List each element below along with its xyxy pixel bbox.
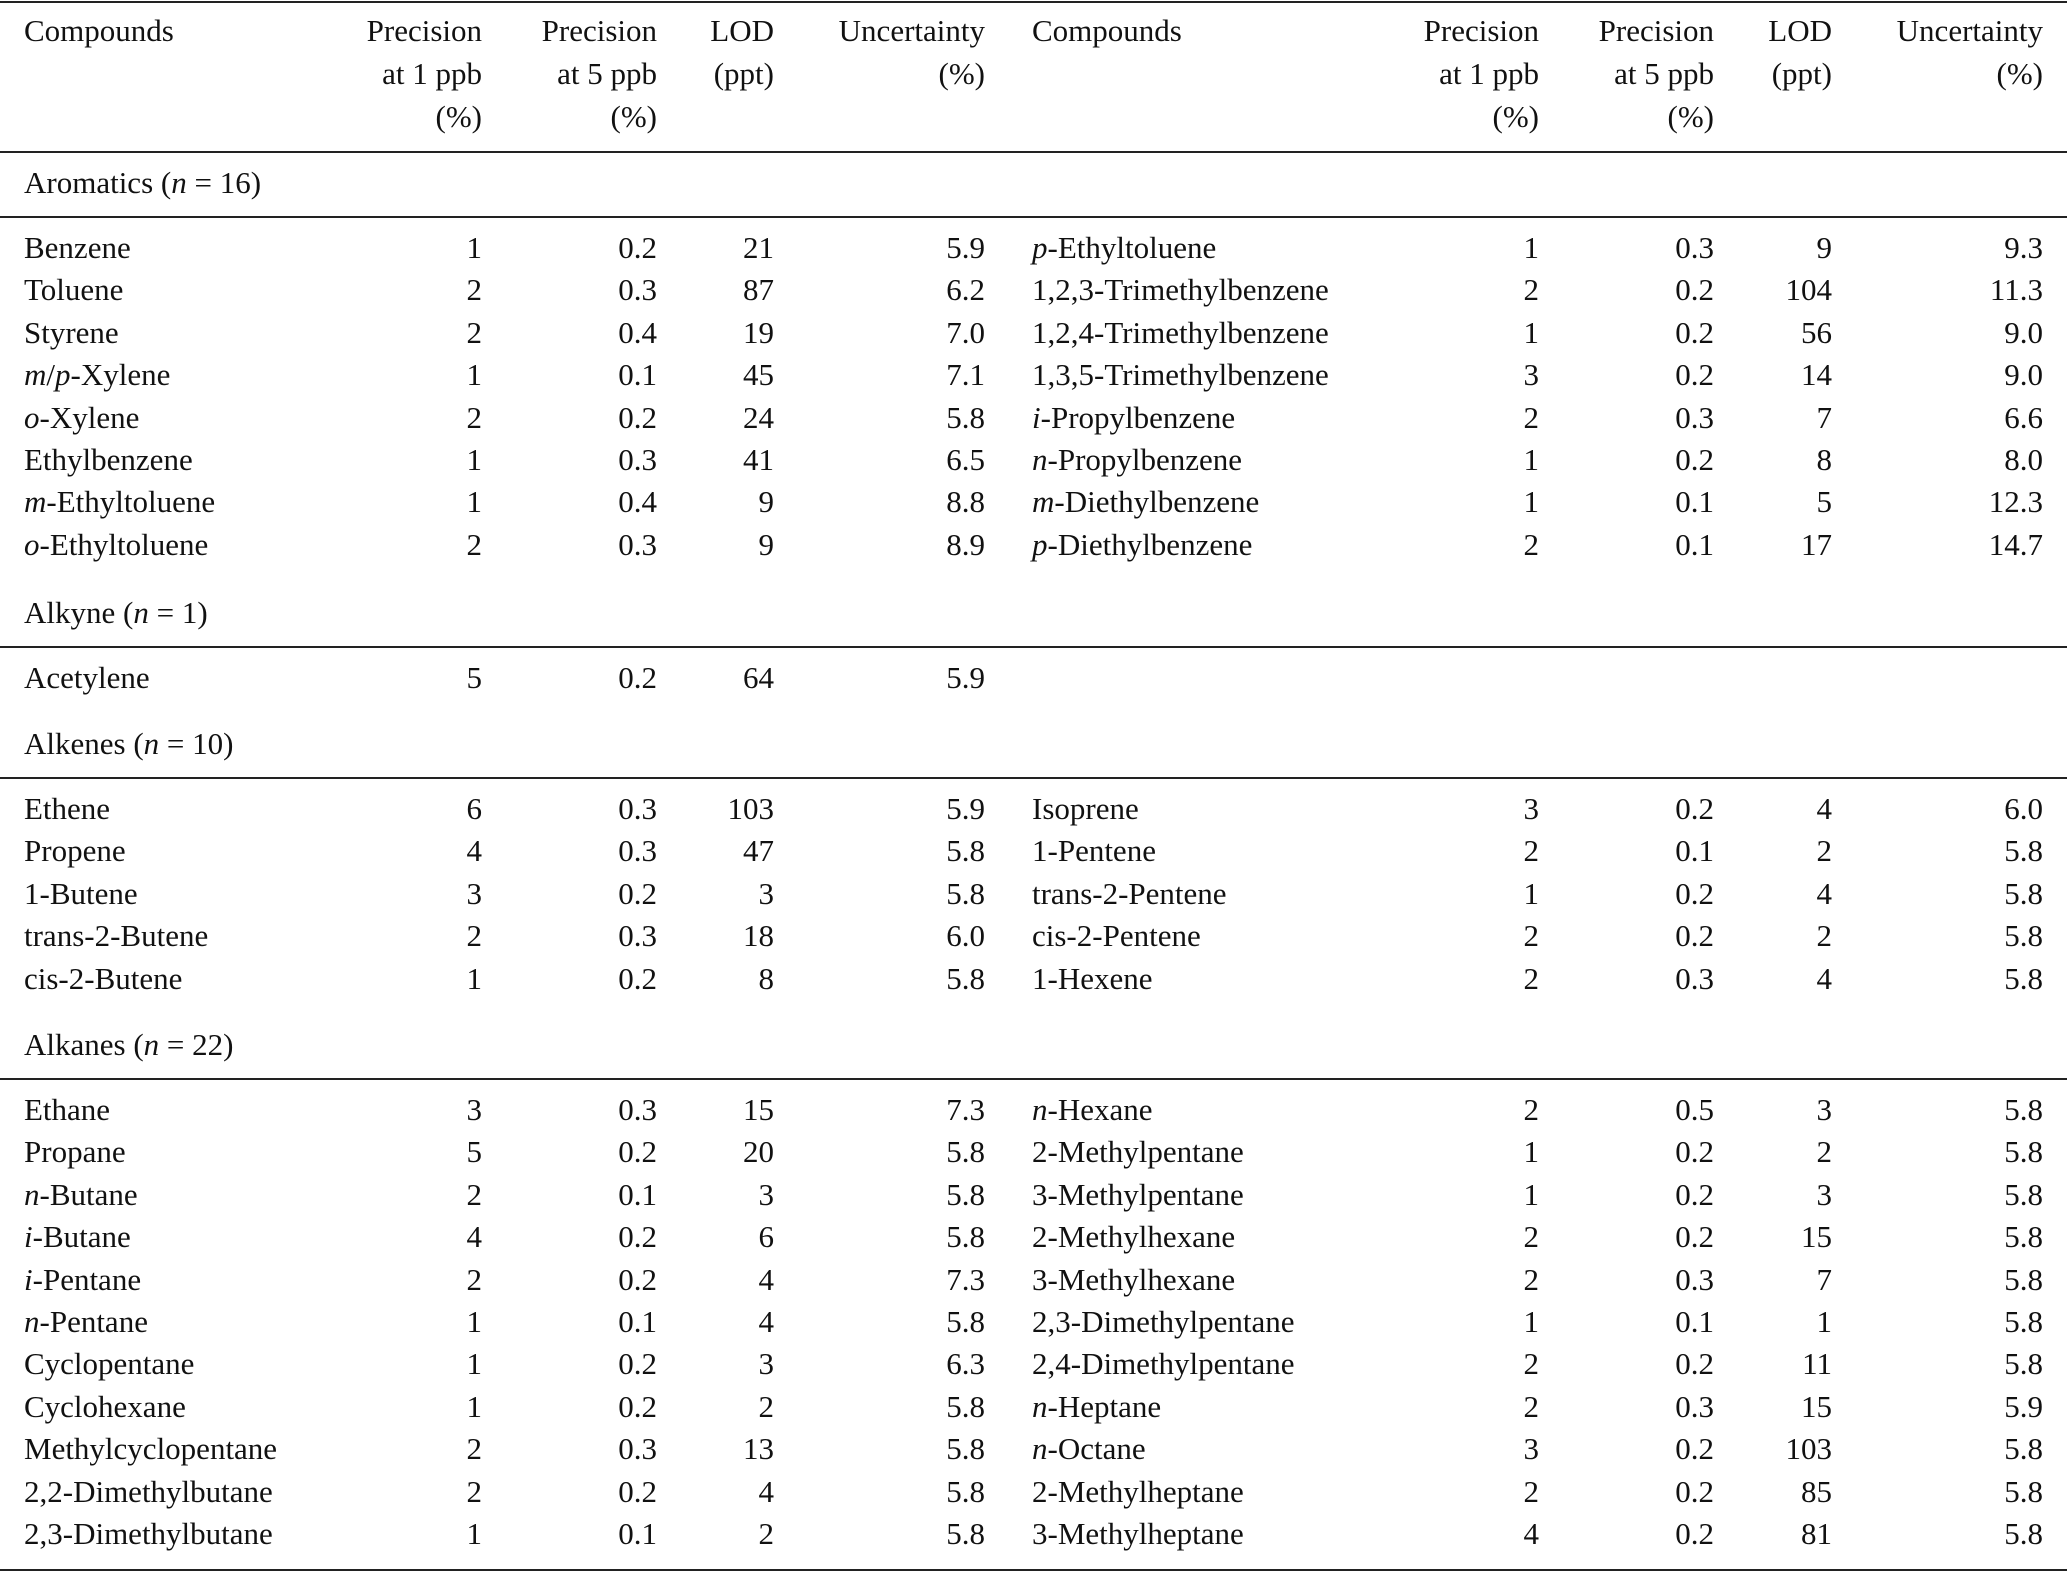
- table-value: 2: [1523, 526, 1539, 562]
- compound-name: Ethene: [24, 791, 111, 826]
- table-value: 56: [1801, 314, 1832, 350]
- compound-name: Methylcyclopentane: [24, 1431, 278, 1467]
- compound-name: i-Butane: [24, 1219, 131, 1255]
- table-value: 0.3: [618, 791, 657, 826]
- table-value: 2: [1523, 399, 1539, 435]
- rule-line: [0, 1569, 2067, 1571]
- table-value: 0.3: [1675, 399, 1714, 435]
- table-value: 2: [758, 1388, 774, 1424]
- table-value: 1: [466, 357, 482, 393]
- compound-name: 3-Methylheptane: [1032, 1516, 1244, 1551]
- column-header: at 5 ppb: [1614, 56, 1714, 91]
- column-header: (%): [610, 99, 657, 134]
- table-value: 6.0: [2004, 791, 2043, 826]
- compound-name: 1,2,3-Trimethylbenzene: [1032, 272, 1329, 308]
- compound-name: m-Diethylbenzene: [1032, 484, 1260, 520]
- table-value: 21: [743, 230, 774, 265]
- table-value: 5.8: [2004, 960, 2043, 996]
- compound-name: Styrene: [24, 314, 119, 350]
- compound-name: cis-2-Butene: [24, 960, 183, 996]
- compound-name: Propene: [24, 833, 126, 869]
- table-value: 1: [466, 442, 482, 477]
- table-value: 1: [466, 1516, 482, 1551]
- table-value: 5.8: [946, 1473, 985, 1509]
- table-value: 5.8: [2004, 1176, 2043, 1212]
- table-value: 0.2: [1675, 272, 1714, 308]
- rule-line: [0, 646, 2067, 648]
- table-value: 2: [1523, 1346, 1539, 1382]
- table-value: 1: [1523, 314, 1539, 350]
- column-header: Uncertainty: [1896, 13, 2043, 48]
- table-value: 1: [466, 1346, 482, 1382]
- table-value: 0.2: [618, 1346, 657, 1382]
- rule-line: [0, 1078, 2067, 1080]
- table-value: 7.1: [946, 357, 985, 393]
- table-value: 7.3: [946, 1261, 985, 1297]
- table-value: 1: [1816, 1304, 1832, 1339]
- section-title: Alkanes (n = 22): [24, 1027, 234, 1062]
- table-value: 4: [758, 1261, 774, 1297]
- table-value: 3: [466, 1092, 482, 1127]
- compound-name: 1-Hexene: [1032, 960, 1153, 996]
- table-value: 5.8: [2004, 1304, 2043, 1339]
- compound-name: Isoprene: [1032, 791, 1139, 826]
- table-value: 47: [743, 833, 774, 869]
- table-value: 2: [1523, 918, 1539, 954]
- column-header: Uncertainty: [838, 13, 985, 48]
- rule-line: [0, 216, 2067, 218]
- table-value: 5.8: [946, 1516, 985, 1551]
- table-value: 0.4: [618, 484, 657, 520]
- table-value: 0.2: [1675, 1219, 1714, 1255]
- table-value: 64: [743, 660, 774, 695]
- table-value: 0.1: [1675, 1304, 1714, 1339]
- compound-name: n-Heptane: [1032, 1388, 1162, 1424]
- compound-name: p-Diethylbenzene: [1032, 526, 1253, 562]
- column-header: LOD: [710, 13, 774, 48]
- column-header: (%): [1667, 99, 1714, 134]
- table-value: 17: [1801, 526, 1832, 562]
- table-value: 7: [1816, 399, 1832, 435]
- table-value: 5.8: [946, 833, 985, 869]
- table-value: 2: [1816, 1134, 1832, 1170]
- table-value: 2: [1816, 918, 1832, 954]
- compound-name: Ethylbenzene: [24, 442, 193, 477]
- table-value: 2: [1523, 272, 1539, 308]
- compound-name: 1-Butene: [24, 875, 138, 911]
- table-value: 8.8: [946, 484, 985, 520]
- compound-name: 2-Methylheptane: [1032, 1473, 1244, 1509]
- table-value: 0.2: [1675, 1176, 1714, 1212]
- table-value: 3: [758, 1346, 774, 1382]
- table-value: 9: [758, 526, 774, 562]
- compound-name: 2,4-Dimethylpentane: [1032, 1346, 1295, 1382]
- table-value: 5: [1816, 484, 1832, 520]
- table-value: 0.5: [1675, 1092, 1714, 1127]
- compound-name: i-Pentane: [24, 1261, 142, 1297]
- table-value: 0.2: [618, 1473, 657, 1509]
- table-value: 15: [1801, 1219, 1832, 1255]
- compound-name: 2-Methylhexane: [1032, 1219, 1236, 1255]
- table-value: 5.8: [946, 399, 985, 435]
- table-value: 2: [466, 918, 482, 954]
- table-value: 0.2: [618, 875, 657, 911]
- rule-line: [0, 151, 2067, 153]
- compound-name: 1,2,4-Trimethylbenzene: [1032, 314, 1329, 350]
- table-value: 81: [1801, 1516, 1832, 1551]
- table-value: 18: [743, 918, 774, 954]
- table-value: 1: [466, 1304, 482, 1339]
- table-value: 0.2: [1675, 1516, 1714, 1551]
- table-value: 9.0: [2004, 314, 2043, 350]
- table-value: 0.1: [618, 357, 657, 393]
- table-value: 9.3: [2004, 230, 2043, 265]
- table-value: 7.0: [946, 314, 985, 350]
- table-value: 6.6: [2004, 399, 2043, 435]
- table-value: 103: [1785, 1431, 1832, 1467]
- table-value: 0.2: [1675, 442, 1714, 477]
- table-value: 5.8: [2004, 1092, 2043, 1127]
- table-value: 0.2: [1675, 314, 1714, 350]
- table-value: 5: [466, 660, 482, 695]
- table-value: 15: [743, 1092, 774, 1127]
- compound-name: 3-Methylhexane: [1032, 1261, 1236, 1297]
- table-value: 2: [466, 1431, 482, 1467]
- compound-name: 2-Methylpentane: [1032, 1134, 1244, 1170]
- column-header: (%): [1492, 99, 1539, 134]
- table-value: 9: [758, 484, 774, 520]
- table-value: 3: [758, 875, 774, 911]
- table-value: 5.8: [946, 875, 985, 911]
- table-value: 4: [466, 833, 482, 869]
- table-value: 5.8: [946, 1219, 985, 1255]
- compound-name: o-Ethyltoluene: [24, 526, 209, 562]
- table-value: 0.3: [618, 442, 657, 477]
- table-value: 85: [1801, 1473, 1832, 1509]
- table-value: 3: [1523, 1431, 1539, 1467]
- column-header: Precision: [1598, 13, 1714, 48]
- table-value: 5.8: [2004, 918, 2043, 954]
- table-value: 5.8: [946, 1431, 985, 1467]
- table-value: 2: [758, 1516, 774, 1551]
- table-value: 1: [1523, 1176, 1539, 1212]
- table-value: 1: [466, 960, 482, 996]
- table-value: 2: [466, 314, 482, 350]
- section-title: Alkenes (n = 10): [24, 726, 234, 761]
- table-value: 2: [1523, 1388, 1539, 1424]
- table-value: 0.1: [1675, 833, 1714, 869]
- compound-name: Toluene: [24, 272, 124, 308]
- table-value: 104: [1785, 272, 1832, 308]
- table-value: 6.5: [946, 442, 985, 477]
- compound-name: Benzene: [24, 230, 131, 265]
- table-value: 2: [1523, 1219, 1539, 1255]
- compound-name: 1,3,5-Trimethylbenzene: [1032, 357, 1329, 393]
- table-value: 3: [1523, 357, 1539, 393]
- column-header: Compounds: [24, 13, 174, 48]
- table-value: 14: [1801, 357, 1832, 393]
- table-value: 9.0: [2004, 357, 2043, 393]
- table-value: 4: [1816, 960, 1832, 996]
- table-value: 0.3: [1675, 960, 1714, 996]
- compound-name: n-Hexane: [1032, 1092, 1153, 1127]
- column-header: (ppt): [713, 56, 774, 91]
- table-value: 0.3: [1675, 230, 1714, 265]
- table-value: 0.2: [1675, 918, 1714, 954]
- compound-name: 2,3-Dimethylbutane: [24, 1516, 273, 1551]
- table-value: 0.2: [1675, 875, 1714, 911]
- compound-name: 2,3-Dimethylpentane: [1032, 1304, 1295, 1339]
- table-value: 1: [466, 230, 482, 265]
- table-value: 5.8: [2004, 1219, 2043, 1255]
- table-value: 0.2: [1675, 357, 1714, 393]
- compound-name: 3-Methylpentane: [1032, 1176, 1244, 1212]
- table-value: 20: [743, 1134, 774, 1170]
- table-value: 5: [466, 1134, 482, 1170]
- table-value: 8.9: [946, 526, 985, 562]
- table-value: 0.3: [618, 918, 657, 954]
- table-value: 0.1: [618, 1304, 657, 1339]
- table-value: 0.2: [618, 960, 657, 996]
- table-value: 6.2: [946, 272, 985, 308]
- table-value: 4: [1816, 791, 1832, 826]
- compound-name: trans-2-Butene: [24, 918, 209, 954]
- table-value: 1: [1523, 1304, 1539, 1339]
- compound-name: p-Ethyltoluene: [1032, 230, 1217, 265]
- table-value: 0.2: [618, 1388, 657, 1424]
- table-value: 11.3: [1989, 272, 2043, 308]
- compound-name: i-Propylbenzene: [1032, 399, 1236, 435]
- compound-name: m/p-Xylene: [24, 357, 171, 393]
- table-value: 0.4: [618, 314, 657, 350]
- table-value: 0.2: [1675, 1134, 1714, 1170]
- table-value: 0.2: [618, 230, 657, 265]
- table-value: 5.9: [2004, 1388, 2043, 1424]
- table-value: 1: [466, 484, 482, 520]
- table-value: 0.2: [1675, 1431, 1714, 1467]
- table-value: 103: [727, 791, 774, 826]
- table-value: 8: [1816, 442, 1832, 477]
- compound-name: trans-2-Pentene: [1032, 875, 1227, 911]
- rule-line: [0, 777, 2067, 779]
- table-value: 7.3: [946, 1092, 985, 1127]
- table-value: 1: [1523, 875, 1539, 911]
- table-value: 3: [758, 1176, 774, 1212]
- table-value: 1: [1523, 230, 1539, 265]
- table-value: 4: [1816, 875, 1832, 911]
- compound-name: Cyclopentane: [24, 1346, 195, 1382]
- table-value: 0.3: [1675, 1261, 1714, 1297]
- table-value: 4: [466, 1219, 482, 1255]
- section-title: Alkyne (n = 1): [24, 595, 208, 630]
- table-value: 0.3: [618, 833, 657, 869]
- table-value: 2: [1523, 1473, 1539, 1509]
- table-value: 1: [466, 1388, 482, 1424]
- table-value: 2: [1523, 960, 1539, 996]
- table-value: 2: [466, 526, 482, 562]
- table-value: 0.1: [1675, 484, 1714, 520]
- table-value: 2: [466, 272, 482, 308]
- table-value: 19: [743, 314, 774, 350]
- table-value: 5.8: [946, 1304, 985, 1339]
- table-value: 87: [743, 272, 774, 308]
- table-value: 24: [743, 399, 774, 435]
- table-value: 5.9: [946, 230, 985, 265]
- table-value: 5.8: [2004, 1134, 2043, 1170]
- table-value: 2: [466, 399, 482, 435]
- table-value: 12.3: [1988, 484, 2043, 520]
- compound-name: Ethane: [24, 1092, 111, 1127]
- table-value: 0.2: [1675, 791, 1714, 826]
- table-value: 1: [1523, 442, 1539, 477]
- column-header: Precision: [1423, 13, 1539, 48]
- column-header: LOD: [1768, 13, 1832, 48]
- table-value: 5.8: [2004, 1516, 2043, 1551]
- table-value: 3: [1816, 1176, 1832, 1212]
- compound-name: o-Xylene: [24, 399, 140, 435]
- table-value: 5.8: [946, 1134, 985, 1170]
- table-value: 4: [758, 1304, 774, 1339]
- table-value: 9: [1816, 230, 1832, 265]
- table-value: 5.8: [2004, 833, 2043, 869]
- table-value: 5.8: [946, 960, 985, 996]
- table-value: 6: [466, 791, 482, 826]
- compound-name: n-Pentane: [24, 1304, 148, 1339]
- compound-name: 2,2-Dimethylbutane: [24, 1473, 273, 1509]
- table-value: 0.2: [618, 1219, 657, 1255]
- table-value: 1: [1523, 1134, 1539, 1170]
- table-value: 2: [1523, 833, 1539, 869]
- table-value: 0.2: [1675, 1473, 1714, 1509]
- column-header: (%): [1996, 56, 2043, 91]
- table-value: 5.9: [946, 791, 985, 826]
- compound-name: Propane: [24, 1134, 126, 1170]
- table-value: 0.3: [618, 272, 657, 308]
- column-header: Precision: [541, 13, 657, 48]
- compound-name: Cyclohexane: [24, 1388, 186, 1424]
- table-value: 2: [466, 1176, 482, 1212]
- table-value: 8: [758, 960, 774, 996]
- compound-name: 1-Pentene: [1032, 833, 1156, 869]
- table-value: 0.1: [618, 1176, 657, 1212]
- table-value: 6.3: [946, 1346, 985, 1382]
- column-header: Compounds: [1032, 13, 1182, 48]
- table-value: 5.8: [2004, 1346, 2043, 1382]
- table-value: 1: [1523, 484, 1539, 520]
- column-header: Precision: [366, 13, 482, 48]
- table-value: 0.2: [618, 1134, 657, 1170]
- rule-line: [0, 1, 2067, 3]
- compound-name: n-Butane: [24, 1176, 138, 1212]
- table-value: 0.3: [618, 526, 657, 562]
- table-value: 0.1: [1675, 526, 1714, 562]
- compound-name: n-Octane: [1032, 1431, 1146, 1467]
- table-value: 5.8: [2004, 875, 2043, 911]
- table-value: 14.7: [1988, 526, 2043, 562]
- table-value: 0.2: [618, 399, 657, 435]
- table-value: 6: [758, 1219, 774, 1255]
- section-title: Aromatics (n = 16): [24, 165, 262, 200]
- table-value: 5.9: [946, 660, 985, 695]
- table-value: 2: [1523, 1261, 1539, 1297]
- compound-name: m-Ethyltoluene: [24, 484, 216, 520]
- column-header: (%): [938, 56, 985, 91]
- table-value: 41: [743, 442, 774, 477]
- compound-name: Acetylene: [24, 660, 150, 695]
- table-value: 8.0: [2004, 442, 2043, 477]
- table-value: 3: [1523, 791, 1539, 826]
- table-value: 13: [743, 1431, 774, 1467]
- column-header: at 5 ppb: [557, 56, 657, 91]
- table-value: 3: [466, 875, 482, 911]
- table-value: 11: [1802, 1346, 1832, 1382]
- table-value: 6.0: [946, 918, 985, 954]
- compound-name: n-Propylbenzene: [1032, 442, 1243, 477]
- table-value: 5.8: [2004, 1431, 2043, 1467]
- table-value: 2: [1816, 833, 1832, 869]
- table-value: 5.8: [946, 1176, 985, 1212]
- table-value: 2: [466, 1473, 482, 1509]
- table-value: 2: [1523, 1092, 1539, 1127]
- table-value: 0.1: [618, 1516, 657, 1551]
- column-header: (ppt): [1771, 56, 1832, 91]
- table-value: 4: [758, 1473, 774, 1509]
- table-value: 15: [1801, 1388, 1832, 1424]
- table-value: 5.8: [2004, 1473, 2043, 1509]
- table-value: 0.3: [1675, 1388, 1714, 1424]
- table-value: 0.2: [618, 660, 657, 695]
- table-value: 45: [743, 357, 774, 393]
- column-header: at 1 ppb: [382, 56, 482, 91]
- table-value: 5.8: [2004, 1261, 2043, 1297]
- table-value: 0.3: [618, 1431, 657, 1467]
- table-value: 7: [1816, 1261, 1832, 1297]
- column-header: (%): [435, 99, 482, 134]
- table-value: 5.8: [946, 1388, 985, 1424]
- table-value: 0.3: [618, 1092, 657, 1127]
- table-value: 3: [1816, 1092, 1832, 1127]
- table-value: 0.2: [618, 1261, 657, 1297]
- table-value: 0.2: [1675, 1346, 1714, 1382]
- table-value: 4: [1523, 1516, 1539, 1551]
- compound-name: cis-2-Pentene: [1032, 918, 1201, 954]
- table-value: 2: [466, 1261, 482, 1297]
- column-header: at 1 ppb: [1439, 56, 1539, 91]
